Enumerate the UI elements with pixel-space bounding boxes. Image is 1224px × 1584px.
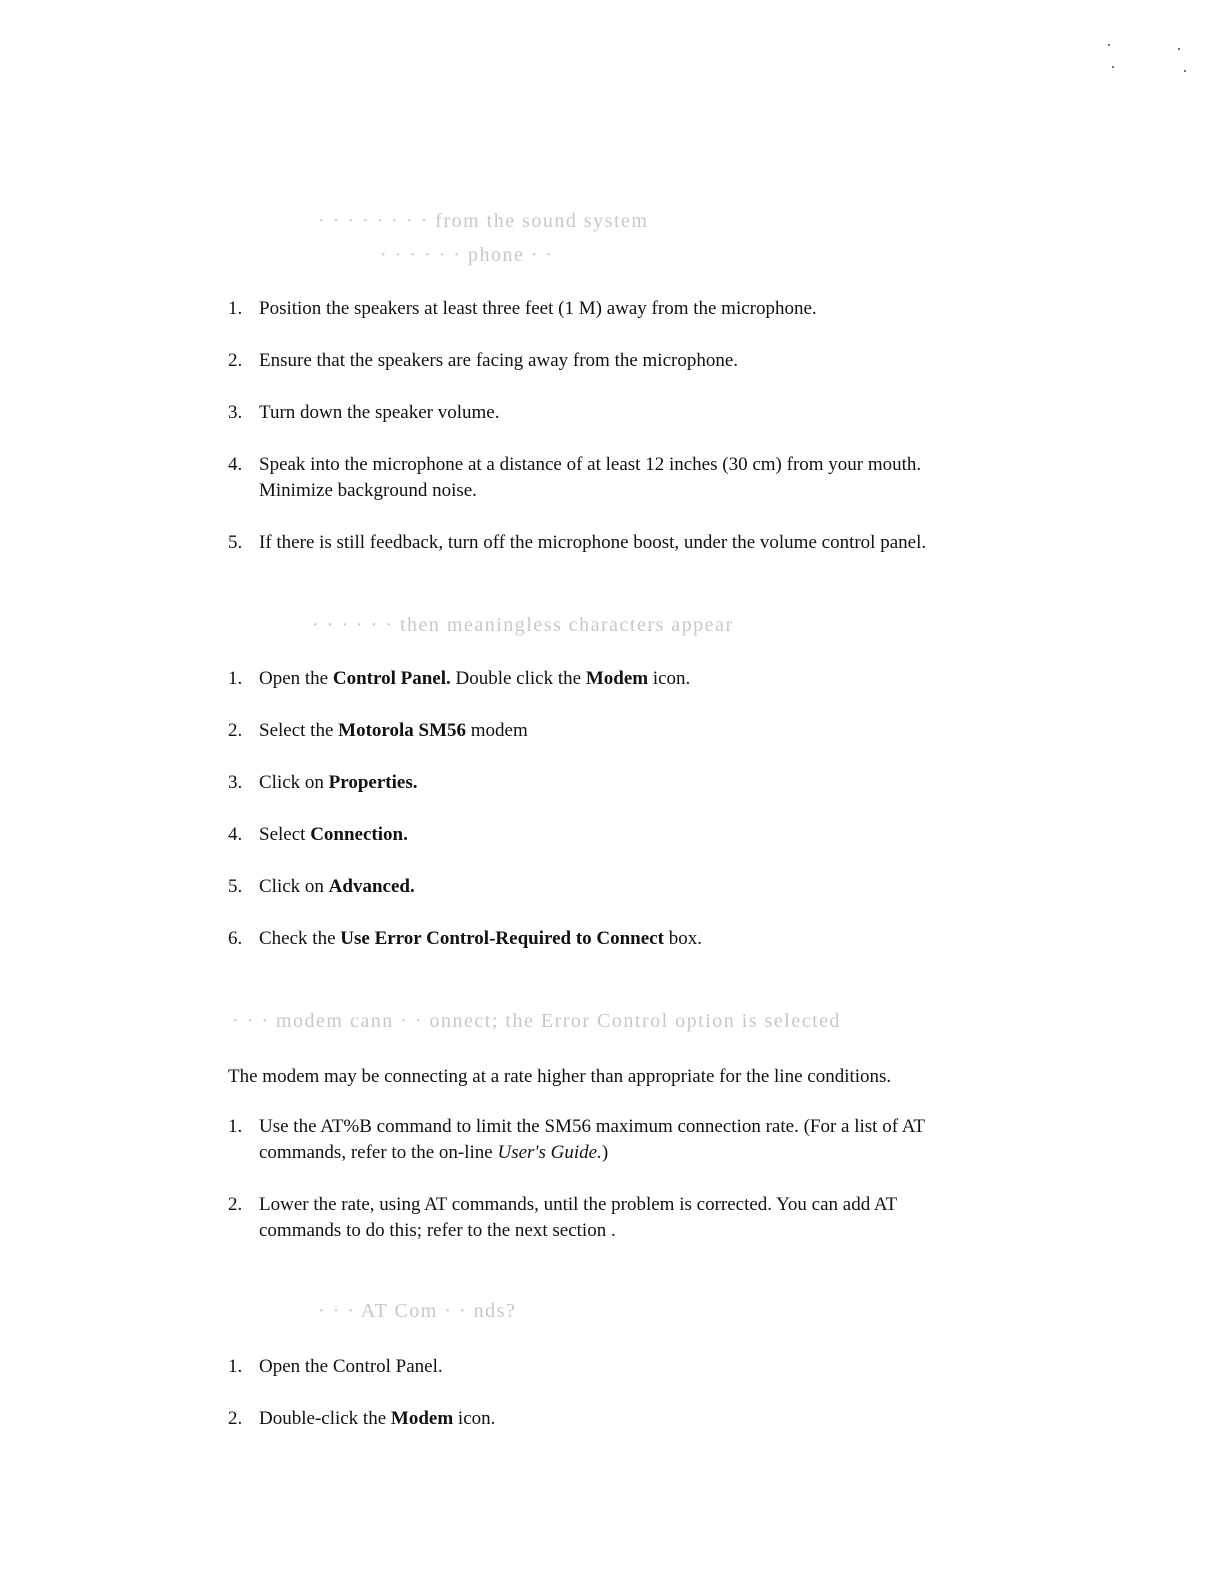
list-item: 3. Click on Properties.	[228, 772, 418, 793]
list-item: 1. Use the AT%B command to limit the SM56 maximum connection rate. (For a list of AT commands, refer to the on-line User's Guide.)	[228, 1116, 925, 1163]
list-item: 4. Select Connection.	[228, 824, 408, 845]
scan-speck	[1112, 66, 1114, 68]
list-item: 1. Position the speakers at least three feet (1 M) away from the microphone.	[228, 298, 817, 319]
section3-heading: · · · modem cann · · onnect; the Error Control option is selected	[232, 1010, 842, 1032]
section4-heading: · · · AT Com · · nds?	[318, 1300, 517, 1322]
list-item: 5. If there is still feedback, turn off the microphone boost, under the volume control panel.	[228, 532, 927, 553]
list-item: 5. Click on Advanced.	[228, 876, 415, 897]
list-item: 1. Open the Control Panel. Double click the Modem icon.	[228, 668, 691, 689]
scan-speck	[1184, 70, 1186, 72]
list-item: 1. Open the Control Panel.	[228, 1356, 443, 1377]
section1-heading: · · · · · · · · from the sound system	[318, 210, 649, 232]
list-item: 6. Check the Use Error Control-Required to Connect box.	[228, 928, 702, 949]
section3-intro: The modem may be connecting at a rate higher than appropriate for the line conditions.	[228, 1066, 892, 1087]
scan-speck	[1108, 44, 1110, 46]
section2-heading: · · · · · · then meaningless characters appear	[312, 614, 734, 636]
list-item: 2. Select the Motorola SM56 modem	[228, 720, 528, 741]
section1-subheading: · · · · · · phone · ·	[380, 244, 554, 266]
list-item: 3. Turn down the speaker volume.	[228, 402, 500, 423]
scan-speck	[1178, 48, 1180, 50]
list-item: 2. Double-click the Modem icon.	[228, 1408, 496, 1429]
list-item: 4. Speak into the microphone at a distance of at least 12 inches (30 cm) from your mouth. Minimize background noise.	[228, 454, 922, 501]
list-item: 2. Ensure that the speakers are facing away from the microphone.	[228, 350, 739, 371]
list-item: 2. Lower the rate, using AT commands, until the problem is corrected. You can add AT commands to do this; refer to the next section .	[228, 1194, 898, 1241]
